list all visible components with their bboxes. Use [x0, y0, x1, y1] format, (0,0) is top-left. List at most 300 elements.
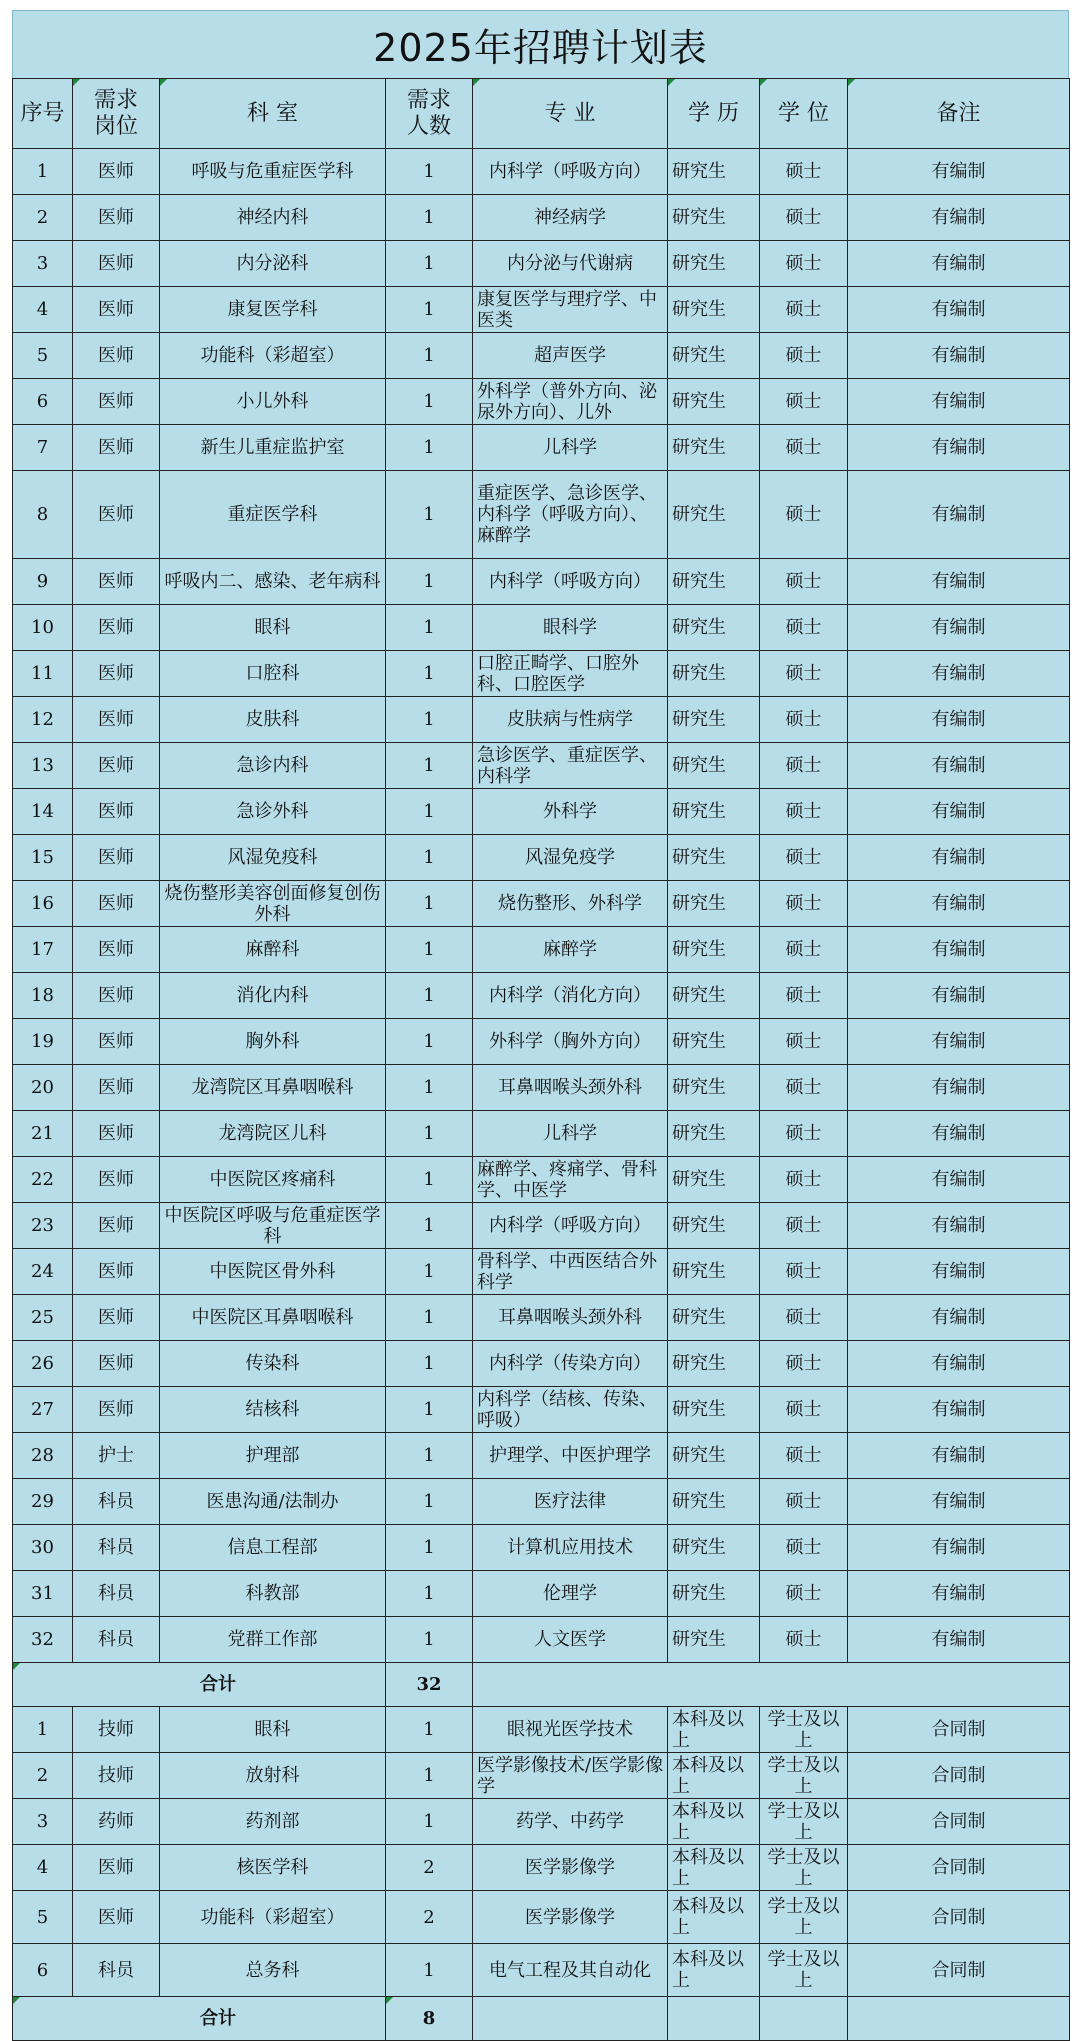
cell-degree: 硕士: [760, 1433, 848, 1479]
cell-degree: 硕士: [760, 1203, 848, 1249]
cell-post: 医师: [73, 651, 160, 697]
cell-dept: 胸外科: [160, 1019, 386, 1065]
cell-post: 医师: [73, 379, 160, 425]
cell-degree: 硕士: [760, 835, 848, 881]
cell-post: 科员: [73, 1944, 160, 1997]
cell-post: 医师: [73, 1203, 160, 1249]
empty-cell: [668, 1997, 760, 2041]
table-row: [13, 927, 1070, 973]
cell-degree: 硕士: [760, 1571, 848, 1617]
cell-degree: 硕士: [760, 241, 848, 287]
cell-major: 人文医学: [473, 1617, 668, 1663]
cell-seq: 6: [13, 1944, 73, 1997]
cell-count: 1: [386, 379, 473, 425]
header-row: [13, 79, 1070, 149]
cell-post: 医师: [73, 241, 160, 287]
cell-major: 耳鼻咽喉头颈外科: [473, 1065, 668, 1111]
cell-count: 2: [386, 1845, 473, 1891]
cell-note: 有编制: [848, 1571, 1070, 1617]
cell-degree: 硕士: [760, 651, 848, 697]
table-row: [13, 1944, 1070, 1997]
cell-post: 医师: [73, 1387, 160, 1433]
cell-major: 内科学（消化方向）: [473, 973, 668, 1019]
cell-education: 研究生: [668, 743, 760, 789]
empty-cell: [760, 1997, 848, 2041]
cell-count: 1: [386, 287, 473, 333]
cell-major: 重症医学、急诊医学、内科学（呼吸方向）、麻醉学: [473, 471, 668, 559]
cell-count: 1: [386, 1341, 473, 1387]
cell-dept: 药剂部: [160, 1799, 386, 1845]
cell-dept: 功能科（彩超室）: [160, 333, 386, 379]
cell-count: 1: [386, 1525, 473, 1571]
cell-seq: 3: [13, 241, 73, 287]
cell-seq: 23: [13, 1203, 73, 1249]
cell-education: 研究生: [668, 1157, 760, 1203]
table-row: [13, 605, 1070, 651]
cell-dept: 眼科: [160, 1707, 386, 1753]
header-education: 学 历: [668, 79, 760, 149]
table-row: [13, 835, 1070, 881]
table-row: [13, 973, 1070, 1019]
cell-education: 研究生: [668, 1433, 760, 1479]
cell-seq: 28: [13, 1433, 73, 1479]
cell-dept: 中医院区疼痛科: [160, 1157, 386, 1203]
cell-count: 1: [386, 559, 473, 605]
cell-note: 有编制: [848, 1111, 1070, 1157]
cell-note: 有编制: [848, 1203, 1070, 1249]
cell-education: 研究生: [668, 1341, 760, 1387]
table-row: [13, 559, 1070, 605]
cell-note: 有编制: [848, 195, 1070, 241]
cell-seq: 5: [13, 333, 73, 379]
cell-degree: 学士及以上: [760, 1707, 848, 1753]
cell-education: 研究生: [668, 927, 760, 973]
cell-degree: 硕士: [760, 1249, 848, 1295]
cell-post: 医师: [73, 1295, 160, 1341]
cell-dept: 新生儿重症监护室: [160, 425, 386, 471]
cell-seq: 17: [13, 927, 73, 973]
cell-seq: 5: [13, 1891, 73, 1944]
cell-seq: 26: [13, 1341, 73, 1387]
header-count: [386, 79, 473, 149]
cell-dept: 核医学科: [160, 1845, 386, 1891]
table-row: [13, 1387, 1070, 1433]
cell-note: 有编制: [848, 835, 1070, 881]
table-row: [13, 1203, 1070, 1249]
cell-education: 研究生: [668, 1479, 760, 1525]
cell-post: 医师: [73, 1341, 160, 1387]
cell-major: 耳鼻咽喉头颈外科: [473, 1295, 668, 1341]
cell-dept: 龙湾院区耳鼻咽喉科: [160, 1065, 386, 1111]
cell-education: 研究生: [668, 1387, 760, 1433]
header-major: 专 业: [473, 79, 668, 149]
cell-post: 医师: [73, 789, 160, 835]
cell-seq: 8: [13, 471, 73, 559]
cell-note: 有编制: [848, 1157, 1070, 1203]
cell-major: 康复医学与理疗学、中医类: [473, 287, 668, 333]
cell-degree: 硕士: [760, 333, 848, 379]
cell-note: 有编制: [848, 1065, 1070, 1111]
cell-major: 超声医学: [473, 333, 668, 379]
cell-degree: 硕士: [760, 1111, 848, 1157]
cell-dept: 麻醉科: [160, 927, 386, 973]
cell-dept: 消化内科: [160, 973, 386, 1019]
cell-note: 有编制: [848, 697, 1070, 743]
cell-post: 医师: [73, 743, 160, 789]
cell-education: 本科及以上: [668, 1753, 760, 1799]
cell-count: 1: [386, 1387, 473, 1433]
cell-post: 技师: [73, 1753, 160, 1799]
table-row: [13, 1617, 1070, 1663]
cell-major: 医学影像学: [473, 1891, 668, 1944]
cell-post: 医师: [73, 1249, 160, 1295]
cell-major: 眼科学: [473, 605, 668, 651]
cell-education: 研究生: [668, 1617, 760, 1663]
cell-seq: 4: [13, 287, 73, 333]
cell-dept: 呼吸与危重症医学科: [160, 149, 386, 195]
cell-degree: 学士及以上: [760, 1891, 848, 1944]
cell-education: 研究生: [668, 1111, 760, 1157]
cell-post: 医师: [73, 149, 160, 195]
cell-note: 有编制: [848, 927, 1070, 973]
recruitment-sheet: [12, 10, 1069, 2041]
empty-cell: [848, 1997, 1070, 2041]
cell-note: 有编制: [848, 1479, 1070, 1525]
cell-degree: 硕士: [760, 789, 848, 835]
table-row: [13, 1753, 1070, 1799]
cell-education: 研究生: [668, 651, 760, 697]
cell-note: 合同制: [848, 1799, 1070, 1845]
cell-note: 有编制: [848, 1525, 1070, 1571]
cell-count: 1: [386, 1157, 473, 1203]
cell-major: 烧伤整形、外科学: [473, 881, 668, 927]
cell-dept: 医患沟通/法制办: [160, 1479, 386, 1525]
cell-seq: 32: [13, 1617, 73, 1663]
cell-education: 本科及以上: [668, 1891, 760, 1944]
cell-post: 科员: [73, 1617, 160, 1663]
cell-note: 有编制: [848, 1019, 1070, 1065]
cell-post: 医师: [73, 1019, 160, 1065]
cell-dept: 皮肤科: [160, 697, 386, 743]
cell-major: 眼视光医学技术: [473, 1707, 668, 1753]
cell-education: 研究生: [668, 1295, 760, 1341]
recruitment-table: [12, 78, 1070, 2041]
cell-dept: 康复医学科: [160, 287, 386, 333]
cell-post: 医师: [73, 881, 160, 927]
cell-education: 研究生: [668, 471, 760, 559]
cell-major: 内科学（呼吸方向）: [473, 1203, 668, 1249]
header-count-line1: 需求: [406, 87, 451, 113]
cell-education: 研究生: [668, 1249, 760, 1295]
cell-major: 医疗法律: [473, 1479, 668, 1525]
cell-note: 有编制: [848, 743, 1070, 789]
total-label: 合计: [13, 1663, 386, 1707]
cell-degree: 硕士: [760, 559, 848, 605]
cell-education: 本科及以上: [668, 1707, 760, 1753]
cell-dept: 内分泌科: [160, 241, 386, 287]
cell-note: 有编制: [848, 1387, 1070, 1433]
cell-education: 研究生: [668, 605, 760, 651]
cell-degree: 硕士: [760, 927, 848, 973]
cell-post: 医师: [73, 1845, 160, 1891]
cell-dept: 呼吸内二、感染、老年病科: [160, 559, 386, 605]
cell-dept: 放射科: [160, 1753, 386, 1799]
total-value: 32: [386, 1663, 473, 1707]
cell-major: 医学影像技术/医学影像学: [473, 1753, 668, 1799]
cell-seq: 21: [13, 1111, 73, 1157]
cell-post: 医师: [73, 559, 160, 605]
cell-note: 有编制: [848, 1617, 1070, 1663]
cell-seq: 22: [13, 1157, 73, 1203]
cell-seq: 19: [13, 1019, 73, 1065]
cell-count: 1: [386, 1617, 473, 1663]
cell-dept: 传染科: [160, 1341, 386, 1387]
table-row: [13, 1295, 1070, 1341]
cell-note: 合同制: [848, 1891, 1070, 1944]
cell-count: 1: [386, 1065, 473, 1111]
table-row: [13, 1571, 1070, 1617]
cell-count: 1: [386, 425, 473, 471]
cell-degree: 学士及以上: [760, 1845, 848, 1891]
cell-education: 研究生: [668, 881, 760, 927]
cell-degree: 硕士: [760, 881, 848, 927]
cell-degree: 硕士: [760, 425, 848, 471]
cell-count: 1: [386, 697, 473, 743]
cell-post: 医师: [73, 835, 160, 881]
cell-note: 有编制: [848, 881, 1070, 927]
cell-post: 医师: [73, 973, 160, 1019]
table-row: [13, 1019, 1070, 1065]
table-row: [13, 1707, 1070, 1753]
cell-note: 有编制: [848, 1295, 1070, 1341]
table-row: [13, 1341, 1070, 1387]
cell-dept: 神经内科: [160, 195, 386, 241]
cell-note: 有编制: [848, 605, 1070, 651]
cell-education: 本科及以上: [668, 1845, 760, 1891]
cell-seq: 1: [13, 1707, 73, 1753]
cell-count: 1: [386, 1707, 473, 1753]
cell-note: 有编制: [848, 379, 1070, 425]
cell-major: 内分泌与代谢病: [473, 241, 668, 287]
table-row: [13, 1111, 1070, 1157]
cell-education: 研究生: [668, 241, 760, 287]
cell-count: 1: [386, 835, 473, 881]
cell-post: 医师: [73, 605, 160, 651]
cell-post: 技师: [73, 1707, 160, 1753]
cell-seq: 4: [13, 1845, 73, 1891]
cell-note: 有编制: [848, 1341, 1070, 1387]
cell-post: 医师: [73, 425, 160, 471]
cell-note: 有编制: [848, 789, 1070, 835]
cell-degree: 硕士: [760, 1617, 848, 1663]
cell-dept: 口腔科: [160, 651, 386, 697]
cell-note: 有编制: [848, 241, 1070, 287]
cell-major: 风湿免疫学: [473, 835, 668, 881]
cell-count: 1: [386, 881, 473, 927]
cell-education: 研究生: [668, 1019, 760, 1065]
cell-major: 外科学（胸外方向）: [473, 1019, 668, 1065]
cell-degree: 硕士: [760, 1525, 848, 1571]
cell-note: 有编制: [848, 425, 1070, 471]
cell-count: 1: [386, 333, 473, 379]
cell-education: 研究生: [668, 1065, 760, 1111]
cell-note: 有编制: [848, 973, 1070, 1019]
cell-note: 有编制: [848, 149, 1070, 195]
cell-dept: 总务科: [160, 1944, 386, 1997]
cell-degree: 学士及以上: [760, 1944, 848, 1997]
cell-degree: 硕士: [760, 1341, 848, 1387]
cell-dept: 风湿免疫科: [160, 835, 386, 881]
table-row: [13, 651, 1070, 697]
cell-seq: 18: [13, 973, 73, 1019]
table-row: [13, 1799, 1070, 1845]
cell-education: 研究生: [668, 425, 760, 471]
table-row: [13, 195, 1070, 241]
table-row: [13, 789, 1070, 835]
cell-dept: 党群工作部: [160, 1617, 386, 1663]
cell-degree: 硕士: [760, 379, 848, 425]
cell-count: 1: [386, 651, 473, 697]
cell-count: 1: [386, 1944, 473, 1997]
cell-note: 有编制: [848, 471, 1070, 559]
page-title: 2025年招聘计划表: [12, 10, 1069, 78]
cell-degree: 硕士: [760, 1479, 848, 1525]
cell-degree: 学士及以上: [760, 1799, 848, 1845]
cell-note: 有编制: [848, 287, 1070, 333]
cell-education: 研究生: [668, 333, 760, 379]
cell-major: 内科学（结核、传染、呼吸）: [473, 1387, 668, 1433]
cell-note: 有编制: [848, 333, 1070, 379]
table-row: [13, 333, 1070, 379]
cell-dept: 结核科: [160, 1387, 386, 1433]
cell-seq: 11: [13, 651, 73, 697]
cell-count: 1: [386, 973, 473, 1019]
cell-major: 骨科学、中西医结合外科学: [473, 1249, 668, 1295]
cell-major: 医学影像学: [473, 1845, 668, 1891]
cell-note: 有编制: [848, 1249, 1070, 1295]
cell-dept: 重症医学科: [160, 471, 386, 559]
cell-education: 研究生: [668, 973, 760, 1019]
cell-post: 医师: [73, 1891, 160, 1944]
cell-education: 研究生: [668, 1203, 760, 1249]
cell-degree: 硕士: [760, 1295, 848, 1341]
table-row: [13, 287, 1070, 333]
cell-post: 科员: [73, 1525, 160, 1571]
cell-post: 科员: [73, 1479, 160, 1525]
cell-dept: 科教部: [160, 1571, 386, 1617]
cell-post: 医师: [73, 1111, 160, 1157]
cell-seq: 31: [13, 1571, 73, 1617]
cell-major: 口腔正畸学、口腔外科、口腔医学: [473, 651, 668, 697]
cell-post: 医师: [73, 195, 160, 241]
table-row: [13, 471, 1070, 559]
cell-major: 外科学: [473, 789, 668, 835]
table-row: [13, 1157, 1070, 1203]
table-body: [13, 149, 1070, 2041]
cell-major: 麻醉学、疼痛学、骨科学、中医学: [473, 1157, 668, 1203]
table-row: [13, 1845, 1070, 1891]
cell-count: 1: [386, 1571, 473, 1617]
cell-degree: 硕士: [760, 1387, 848, 1433]
cell-education: 研究生: [668, 379, 760, 425]
cell-dept: 小儿外科: [160, 379, 386, 425]
cell-degree: 硕士: [760, 1065, 848, 1111]
cell-seq: 2: [13, 195, 73, 241]
cell-major: 护理学、中医护理学: [473, 1433, 668, 1479]
total-label: 合计: [13, 1997, 386, 2041]
cell-seq: 2: [13, 1753, 73, 1799]
table-row: [13, 1433, 1070, 1479]
cell-post: 护士: [73, 1433, 160, 1479]
cell-post: 医师: [73, 333, 160, 379]
header-post-line1: 需求: [93, 87, 138, 113]
cell-education: 研究生: [668, 1571, 760, 1617]
cell-degree: 硕士: [760, 1157, 848, 1203]
cell-count: 1: [386, 1295, 473, 1341]
total-row: [13, 1997, 1070, 2041]
cell-dept: 龙湾院区儿科: [160, 1111, 386, 1157]
cell-education: 研究生: [668, 149, 760, 195]
table-row: [13, 425, 1070, 471]
header-note: 备注: [848, 79, 1070, 149]
cell-count: 1: [386, 195, 473, 241]
table-row: [13, 1525, 1070, 1571]
cell-degree: 硕士: [760, 1019, 848, 1065]
cell-note: 合同制: [848, 1707, 1070, 1753]
table-row: [13, 241, 1070, 287]
cell-note: 有编制: [848, 1433, 1070, 1479]
cell-major: 伦理学: [473, 1571, 668, 1617]
cell-education: 研究生: [668, 835, 760, 881]
cell-seq: 3: [13, 1799, 73, 1845]
cell-post: 医师: [73, 927, 160, 973]
cell-seq: 27: [13, 1387, 73, 1433]
cell-education: 本科及以上: [668, 1944, 760, 1997]
cell-seq: 29: [13, 1479, 73, 1525]
cell-post: 医师: [73, 287, 160, 333]
cell-count: 1: [386, 1203, 473, 1249]
cell-note: 合同制: [848, 1944, 1070, 1997]
header-count-line2: 人数: [406, 113, 451, 139]
cell-seq: 15: [13, 835, 73, 881]
cell-count: 1: [386, 471, 473, 559]
cell-count: 1: [386, 1019, 473, 1065]
header-post: [73, 79, 160, 149]
table-row: [13, 379, 1070, 425]
cell-major: 计算机应用技术: [473, 1525, 668, 1571]
cell-post: 药师: [73, 1799, 160, 1845]
cell-count: 1: [386, 241, 473, 287]
cell-count: 1: [386, 1111, 473, 1157]
cell-dept: 急诊外科: [160, 789, 386, 835]
cell-education: 研究生: [668, 195, 760, 241]
cell-seq: 25: [13, 1295, 73, 1341]
cell-count: 1: [386, 743, 473, 789]
table-row: [13, 149, 1070, 195]
cell-degree: 硕士: [760, 973, 848, 1019]
cell-major: 儿科学: [473, 1111, 668, 1157]
cell-dept: 眼科: [160, 605, 386, 651]
cell-degree: 硕士: [760, 697, 848, 743]
cell-count: 1: [386, 927, 473, 973]
cell-dept: 急诊内科: [160, 743, 386, 789]
cell-note: 有编制: [848, 559, 1070, 605]
cell-count: 1: [386, 149, 473, 195]
cell-post: 科员: [73, 1571, 160, 1617]
cell-seq: 13: [13, 743, 73, 789]
cell-seq: 20: [13, 1065, 73, 1111]
cell-degree: 硕士: [760, 195, 848, 241]
